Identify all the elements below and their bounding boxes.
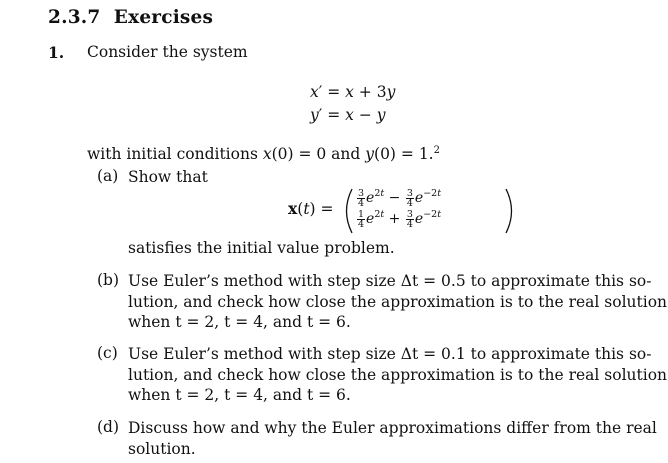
part-d-text — [128, 418, 657, 459]
part-a-label: (a) — [97, 167, 119, 185]
section-title: Exercises — [113, 7, 214, 28]
part-c-text — [128, 344, 668, 406]
equation-2: y′ = x − y — [310, 106, 386, 124]
problem-number: 1. — [48, 43, 65, 62]
part-b-line-3: when t = 2, t = 4, and t = 6. — [128, 313, 351, 331]
part-b-line-1: Use Euler’s method with step size Δt = 0.5 to approximate this so- — [128, 272, 652, 290]
part-b-text — [128, 271, 668, 333]
part-d-line-1: Discuss how and why the Euler approximations differ from the real — [128, 419, 657, 437]
part-d-line-2: solution. — [128, 439, 196, 458]
section-number: 2.3.7 — [48, 7, 101, 28]
part-a-text: Show that — [128, 168, 208, 186]
initial-conditions: with initial conditions x(0) = 0 and y(0) = 1.$^2$ — [87, 145, 440, 164]
equation-1: x′ = x + 3y — [310, 83, 396, 101]
part-a-after: satisfies the initial value problem. — [128, 239, 395, 257]
solution-lhs: x(t) = — [288, 199, 334, 218]
part-b-label: (b) — [97, 271, 120, 289]
part-c-label: (c) — [97, 344, 118, 362]
section-heading — [48, 7, 213, 28]
part-d-label: (d) — [97, 418, 120, 436]
part-c-line-2: lution, and check how close the approximation is to the real solution — [128, 365, 668, 384]
matrix-row-1: $\frac{3}{4}$ $e^{2t}$ − $\frac{3}{4}$ $e^{-2t}$ — [358, 187, 442, 209]
part-c-line-3: when t = 2, t = 4, and t = 6. — [128, 386, 351, 404]
part-c-line-1: Use Euler’s method with step size Δt = 0.1 to approximate this so- — [128, 345, 652, 363]
problem-intro: Consider the system — [87, 43, 248, 61]
part-b-line-2: lution, and check how close the approximation is to the real solution — [128, 292, 668, 311]
footnote-marker: 2 — [433, 145, 440, 156]
matrix-row-2: $\frac{1}{4}$ $e^{2t}$ + $\frac{3}{4}$ $e^{-2t}$ — [358, 208, 442, 230]
